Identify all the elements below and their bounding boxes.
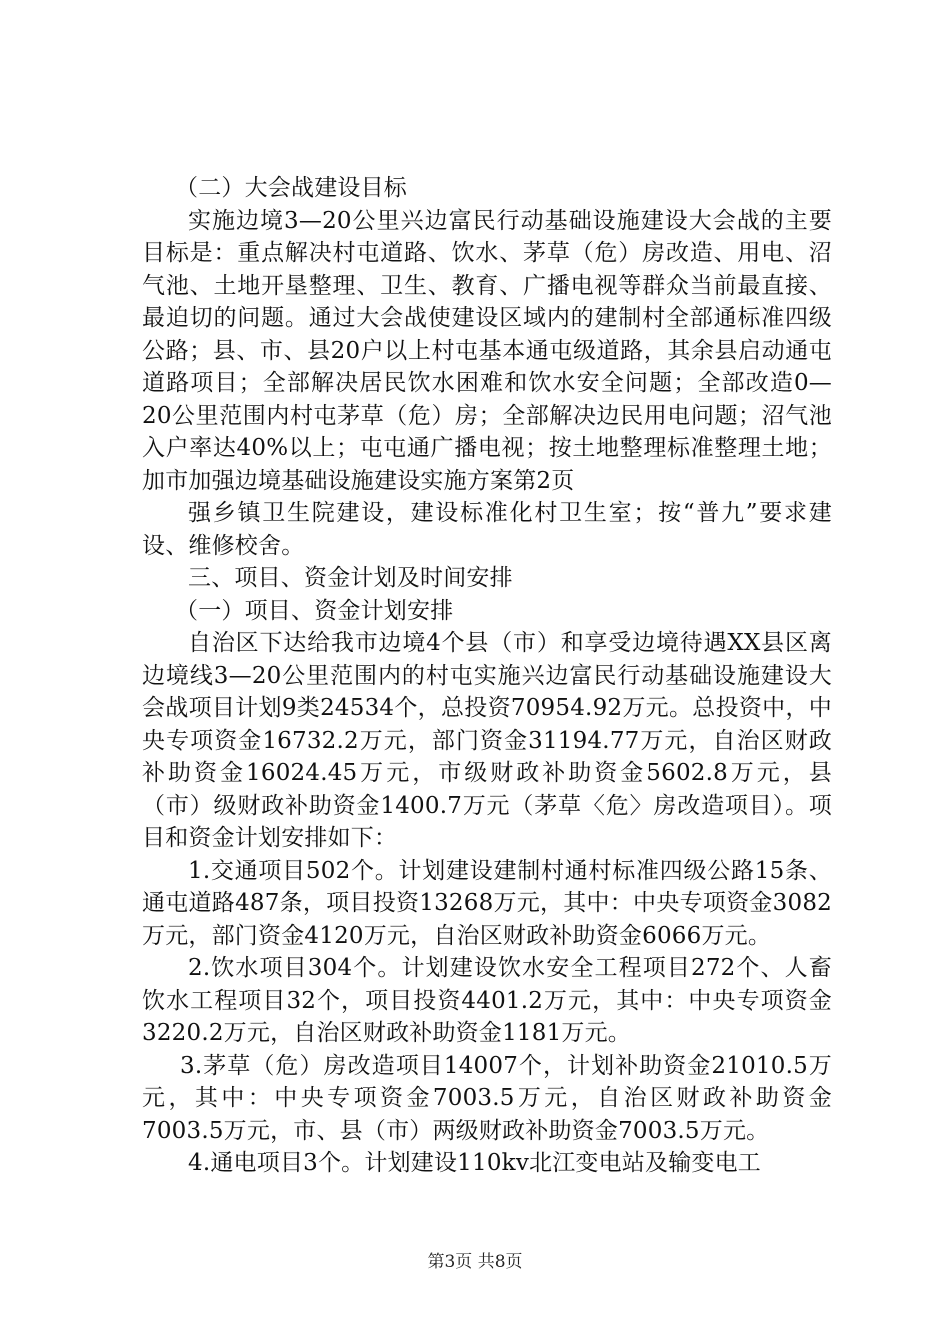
paragraph-power-projects: 4.通电项目3个。计划建设110kv北江变电站及输变电工: [188, 1150, 762, 1176]
paragraph-main-goals: 实施边境3—20公里兴边富民行动基础设施建设大会战的主要目标是：重点解决村屯道路、饮水、茅草（危）房改造、用电、沼气池、土地开垦整理、卫生、教育、广播电视等群众当前最直接、最迫切的问题。通过大会战使建设区域内的建制村全部通标准四级公路；县、市、县20户以上村屯基本通屯级道路，其余县启动通屯道路项目；全部解决居民饮水困难和饮水安全问题；全部改造0—20公里范围内村屯茅草（危）房；全部解决边民用电问题；沼气池入户率达40%以上；屯屯通广播电视；按土地整理标准整理土地；加市加强边境基础设施建设实施方案第2页: [142, 207, 832, 494]
page-number-footer: 第3页 共8页: [427, 1252, 523, 1272]
paragraph-transport-projects: 1.交通项目502个。计划建设建制村通村标准四级公路15条、通屯道路487条，项目投资13268万元，其中：中央专项资金3082万元，部门资金4120万元，自治区财政补助资金6066万元。: [142, 857, 832, 949]
document-body: [142, 172, 832, 1180]
paragraph-water-projects: 2.饮水项目304个。计划建设饮水安全工程项目272个、人畜饮水工程项目32个，项目投资4401.2万元，其中：中央专项资金3220.2万元，自治区财政补助资金1181万元。: [142, 955, 832, 1046]
section-heading-projects-funds: 三、项目、资金计划及时间安排: [188, 565, 513, 591]
paragraph-health-education: 强乡镇卫生院建设，建设标准化村卫生室；按“普九”要求建设、维修校舍。: [142, 500, 832, 559]
paragraph-housing-projects: 3.茅草（危）房改造项目14007个，计划补助资金21010.5万元，其中：中央专项资金7003.5万元，自治区财政补助资金7003.5万元，市、县（市）两级财政补助资金7003.5万元。: [142, 1052, 832, 1144]
paragraph-total-investment: 自治区下达给我市边境4个县（市）和享受边境待遇XX县区离边境线3—20公里范围内的村屯实施兴边富民行动基础设施建设大会战项目计划9类24534个，总投资70954.92万元。总投资中，中央专项资金16732.2万元，部门资金31194.77万元，自治区财政补助资金16024.45万元，市级财政补助资金5602.8万元，县（市）级财政补助资金1400.7万元（茅草〈危〉房改造项目）。项目和资金计划安排如下：: [142, 630, 832, 851]
section-heading-construction-goals: （二）大会战建设目标: [175, 175, 407, 201]
subsection-heading-plan: （一）项目、资金计划安排: [175, 597, 454, 624]
